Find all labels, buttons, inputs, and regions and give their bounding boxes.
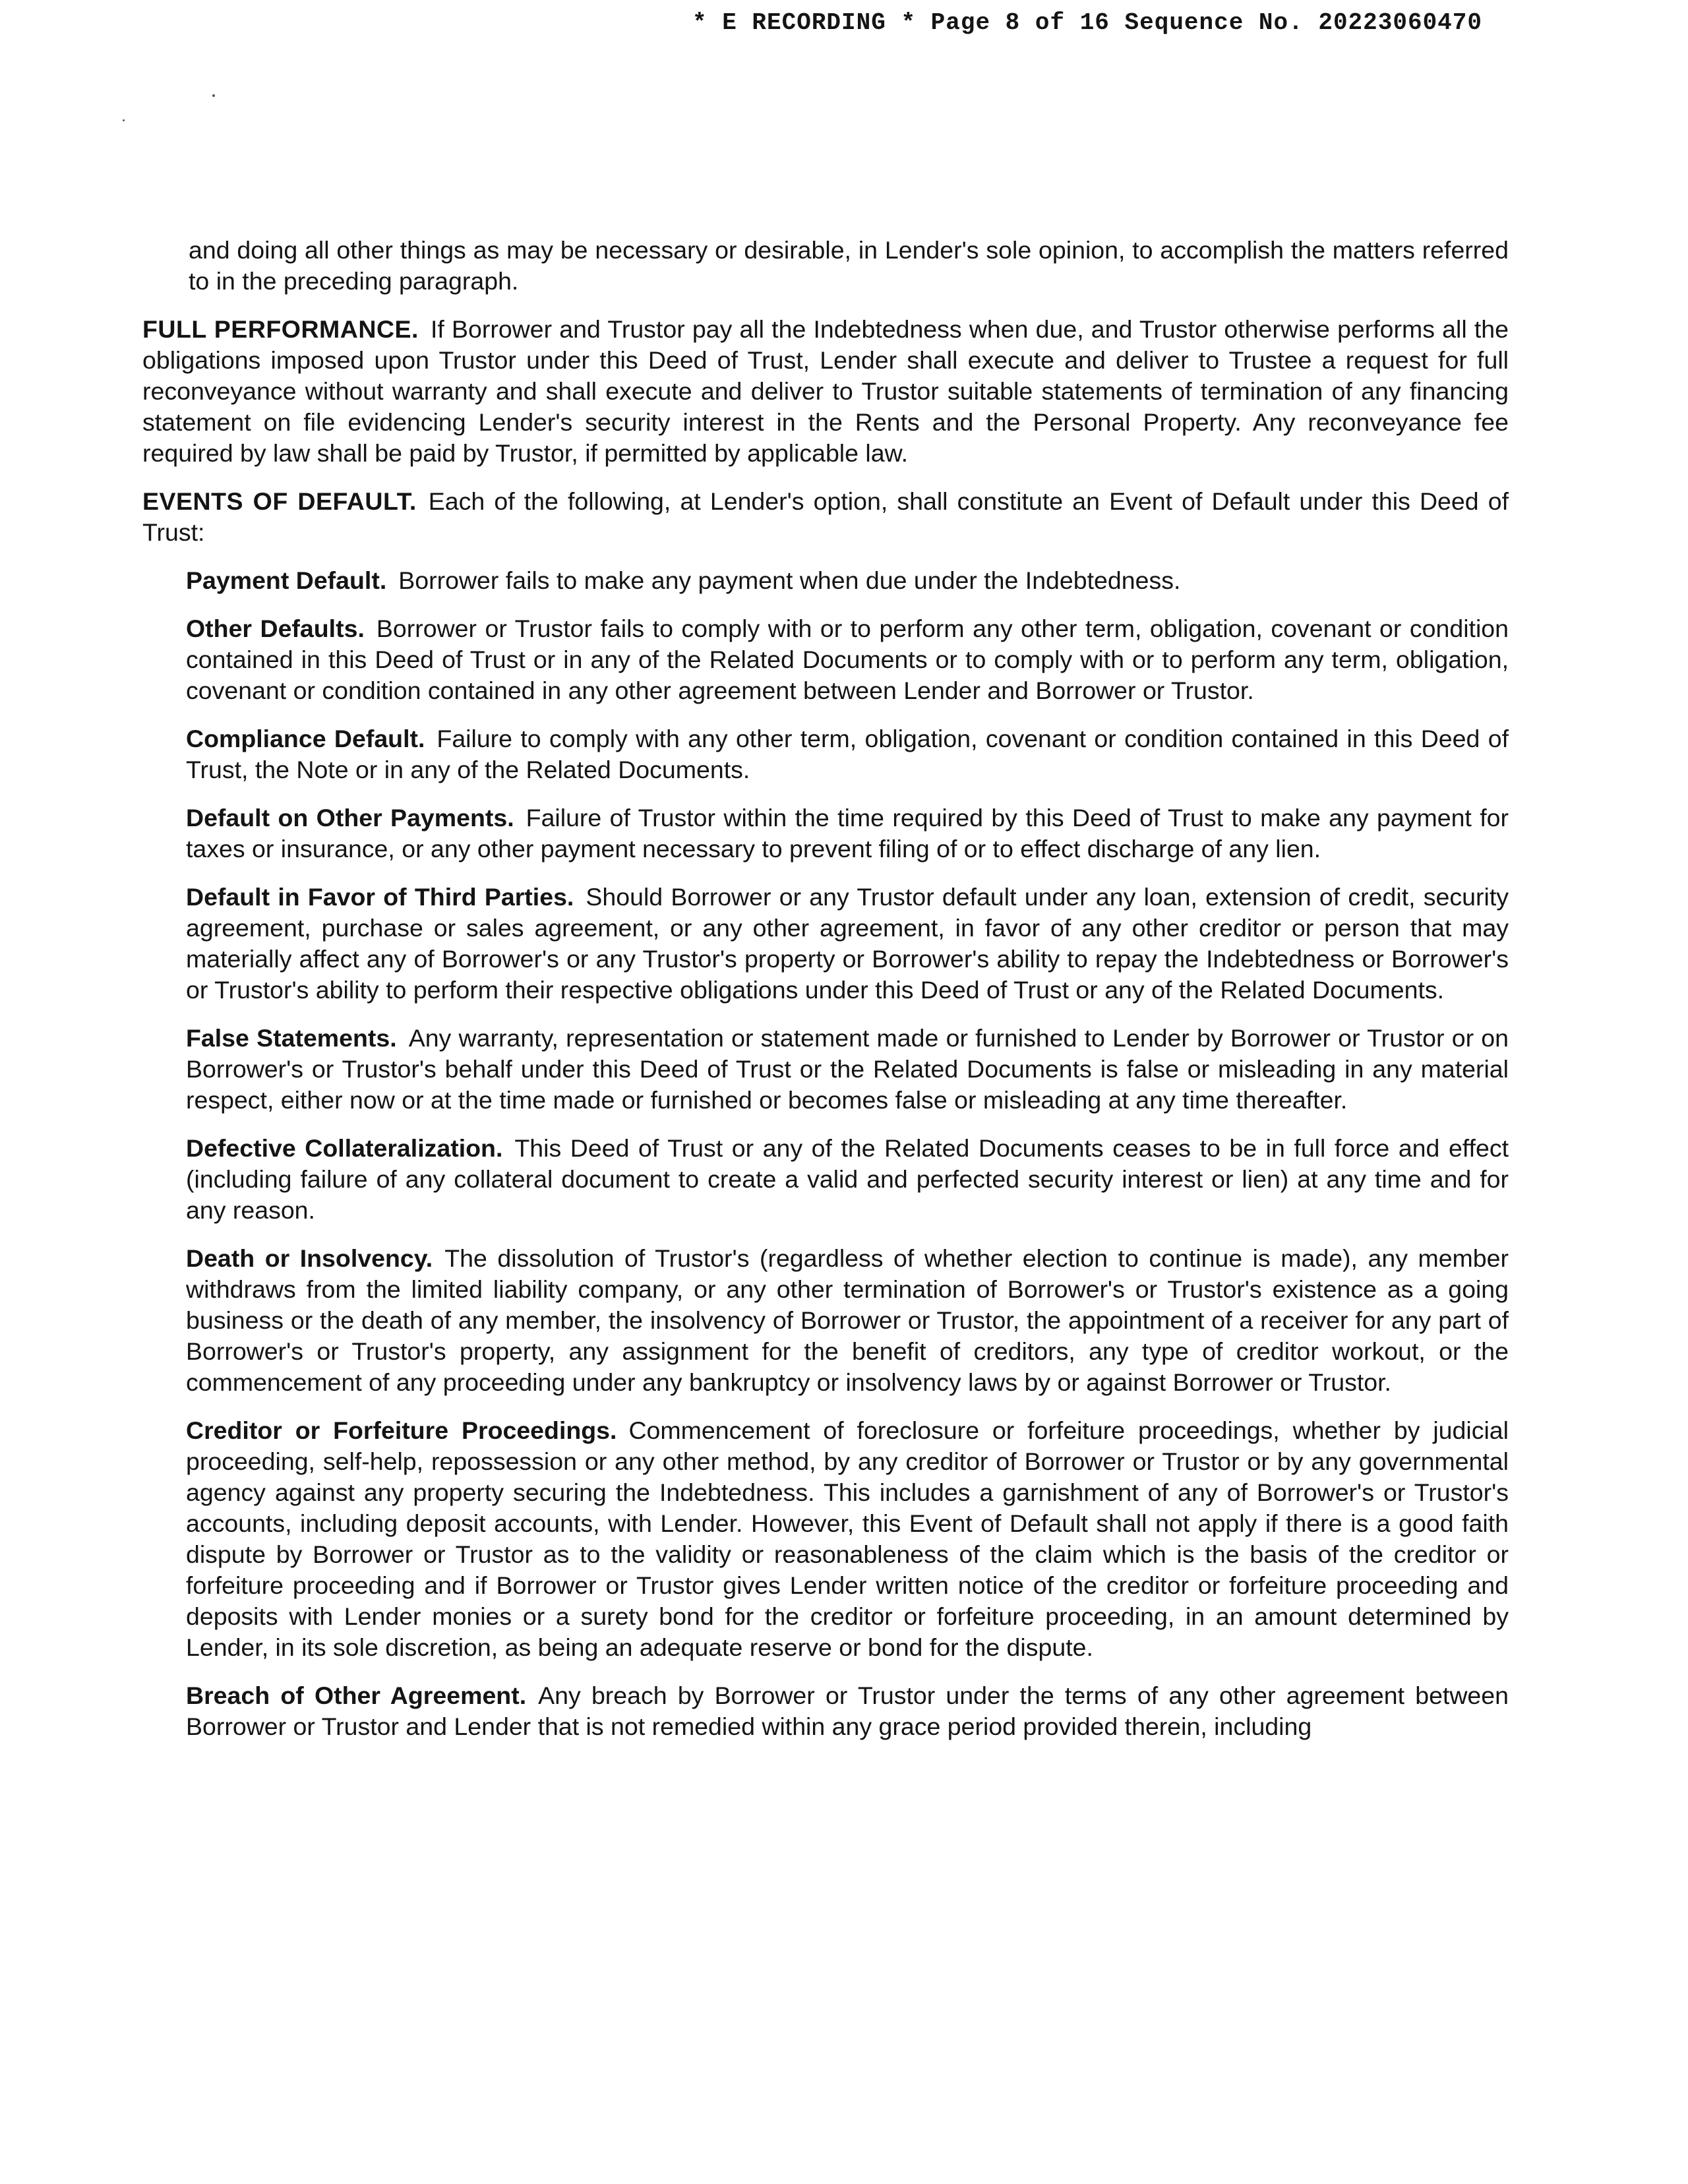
subsection-heading: Death or Insolvency. <box>186 1244 433 1272</box>
default-third-parties-subsection <box>142 882 1509 1006</box>
intro-paragraph: and doing all other things as may be necessary or desirable, in Lender's sole opinion, to accomplish the matters referred to in the preceding paragraph. <box>189 236 1509 295</box>
subsection-text: Borrower fails to make any payment when due under the Indebtedness. <box>398 566 1181 594</box>
subsection-text: Borrower or Trustor fails to comply with or to perform any other term, obligation, covenant or condition contained in this Deed of Trust or in any of the Related Documents or to comply with or to perform any term, obligation, covenant or condition contained in any other agreement between Lender and Borrower or Trustor. <box>186 615 1509 704</box>
full-performance-heading: FULL PERFORMANCE. <box>142 315 419 343</box>
subsection-heading: Creditor or Forfeiture Proceedings. <box>186 1416 617 1444</box>
document-body <box>142 235 1509 1759</box>
other-defaults-subsection <box>142 613 1509 706</box>
subsection-heading: Breach of Other Agreement. <box>186 1682 527 1709</box>
subsection-heading: Payment Default. <box>186 566 387 594</box>
subsection-heading: Defective Collateralization. <box>186 1134 503 1162</box>
creditor-forfeiture-subsection <box>142 1415 1509 1663</box>
death-or-insolvency-subsection <box>142 1243 1509 1398</box>
subsection-text: Commencement of foreclosure or forfeiture proceedings, whether by judicial proceeding, self-help, repossession or any other method, by any creditor of Borrower or Trustor or by any governmental agency against any property securing the Indebtedness. This includes a garnishment of any of Borrower's or Trustor's accounts, including deposit accounts, with Lender. However, this Event of Default shall not apply if there is a good faith dispute by Borrower or Trustor as to the validity or reasonableness of the claim which is the basis of the creditor or forfeiture proceeding and if Borrower or Trustor gives Lender written notice of the creditor or forfeiture proceeding and deposits with Lender monies or a surety bond for the creditor or forfeiture proceeding, in an amount determined by Lender, in its sole discretion, as being an adequate reserve or bond for the dispute. <box>186 1416 1509 1661</box>
full-performance-section <box>142 314 1509 469</box>
subsection-text: Failure of Trustor within the time required by this Deed of Trust to make any payment for taxes or insurance, or any other payment necessary to prevent filing of or to effect discharge of any lien. <box>186 804 1509 863</box>
subsection-heading: Default on Other Payments. <box>186 804 514 832</box>
breach-other-agreement-subsection <box>142 1680 1509 1742</box>
subsection-text: Any breach by Borrower or Trustor under the terms of any other agreement between Borrower or Trustor and Lender that is not remedied within any grace period provided therein, including <box>186 1682 1509 1740</box>
subsection-heading: Other Defaults. <box>186 615 365 642</box>
full-performance-text: If Borrower and Trustor pay all the Indebtedness when due, and Trustor otherwise performs all the obligations imposed upon Trustor under this Deed of Trust, Lender shall execute and deliver to Trustee a request for full reconveyance without warranty and shall execute and deliver to Trustor suitable statements of termination of any financing statement on file evidencing Lender's security interest in the Rents and the Personal Property. Any reconveyance fee required by law shall be paid by Trustor, if permitted by applicable law. <box>142 315 1509 467</box>
scan-speck <box>212 94 215 97</box>
payment-default-subsection <box>142 565 1509 596</box>
events-of-default-heading: EVENTS OF DEFAULT. <box>142 487 417 515</box>
subsection-text: The dissolution of Trustor's (regardless of whether election to continue is made), any member withdraws from the limited liability company, or any other termination of Borrower's or Trustor's existence as a going business or the death of any member, the insolvency of Borrower or Trustor, the appointment of a receiver for any part of Borrower's or Trustor's property, any assignment for the benefit of creditors, any type of creditor workout, or the commencement of any proceeding under any bankruptcy or insolvency laws by or against Borrower or Trustor. <box>186 1244 1509 1396</box>
recording-header: * E RECORDING * Page 8 of 16 Sequence No. 20223060470 <box>692 9 1482 36</box>
subsection-heading: False Statements. <box>186 1024 397 1052</box>
subsection-text: Any warranty, representation or statement made or furnished to Lender by Borrower or Trustor or on Borrower's or Trustor's behalf under this Deed of Trust or the Related Documents is false or misleading in any material respect, either now or at the time made or furnished or becomes false or misleading at any time thereafter. <box>186 1024 1509 1114</box>
default-on-other-payments-subsection <box>142 803 1509 864</box>
subsection-heading: Default in Favor of Third Parties. <box>186 883 574 911</box>
false-statements-subsection <box>142 1023 1509 1116</box>
subsection-text: This Deed of Trust or any of the Related Documents ceases to be in full force and effect (including failure of any collateral document to create a valid and perfected security interest or lien) at any time and for any reason. <box>186 1134 1509 1224</box>
subsection-heading: Compliance Default. <box>186 725 425 752</box>
compliance-default-subsection <box>142 723 1509 785</box>
defective-collateralization-subsection <box>142 1133 1509 1226</box>
subsection-text: Should Borrower or any Trustor default under any loan, extension of credit, security agreement, purchase or sales agreement, or any other agreement, in favor of any other creditor or person that may materially affect any of Borrower's or any Trustor's property or Borrower's ability to repay the Indebtedness or Borrower's or Trustor's ability to perform their respective obligations under this Deed of Trust or any of the Related Documents. <box>186 883 1509 1004</box>
events-of-default-text: Each of the following, at Lender's option, shall constitute an Event of Default under this Deed of Trust: <box>142 487 1509 546</box>
scan-speck <box>123 119 125 121</box>
events-of-default-section <box>142 486 1509 548</box>
subsection-text: Failure to comply with any other term, obligation, covenant or condition contained in this Deed of Trust, the Note or in any of the Related Documents. <box>186 725 1509 783</box>
